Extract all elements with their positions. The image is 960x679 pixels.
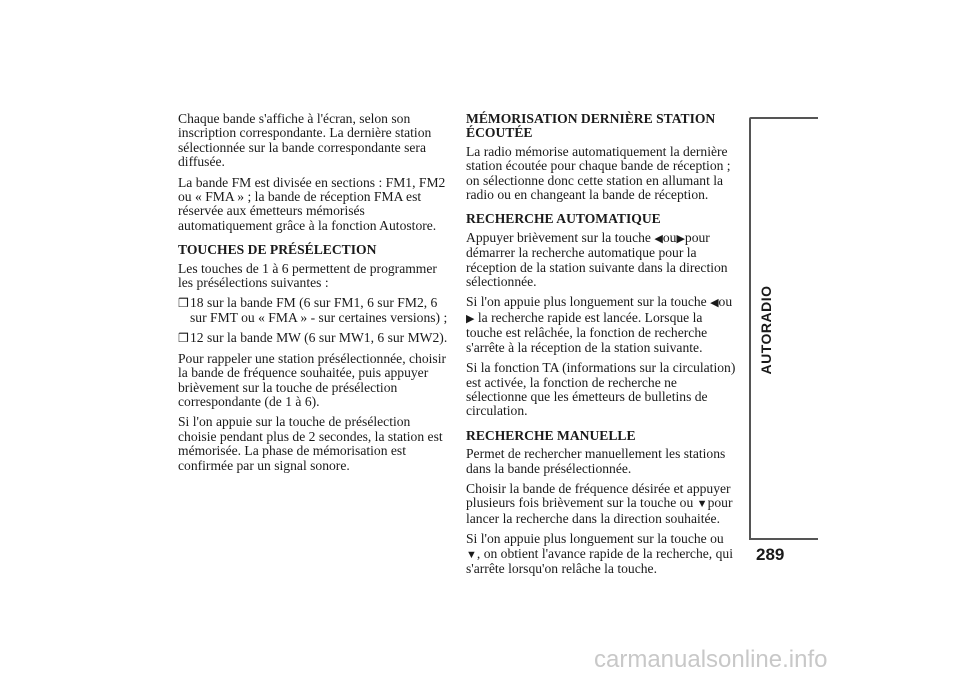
list-item: [178, 331, 450, 345]
text: la recherche rapide est lancée. Lorsque la touche est relâchée, la fonction de recherche s'arrête à la réception de la station suivante.: [466, 309, 708, 355]
page-number: 289: [756, 545, 785, 564]
paragraph: [466, 231, 740, 290]
paragraph: La bande FM est divisée en sections : FM1, FM2 ou « FMA » ; la bande de réception FMA est réservée aux émetteurs mémorisés automatiquement grâce à la fonction Autostore.: [178, 174, 446, 233]
paragraph: Les touches de 1 à 6 permettent de programmer les présélections suivantes :: [178, 260, 437, 291]
section-heading-auto-search: RECHERCHE AUTOMATIQUE: [466, 211, 661, 227]
list-item-text: 12 sur la bande MW (6 sur MW1, 6 sur MW2).: [190, 330, 448, 346]
text: , on obtient l'avance rapide de la recherche, qui s'arrête lorsqu'on relâche la touche.: [466, 545, 733, 576]
arrow-right-icon: ▶: [466, 312, 475, 325]
section-heading-manual-search: RECHERCHE MANUELLE: [466, 427, 636, 443]
section-tab-bottom-rule: [749, 538, 818, 540]
paragraph: [466, 482, 740, 526]
text: Si l'on appuie plus longuement sur la touche ou: [466, 531, 724, 547]
arrow-left-icon: ◀: [654, 232, 663, 245]
arrow-down-icon: ▼: [696, 498, 708, 511]
paragraph: [466, 295, 740, 355]
paragraph: La radio mémorise automatiquement la dernière station écoutée pour chaque bande de réception ; on sélectionne donc cette station en allumant la radio ou en changeant la bande de réception.: [466, 143, 731, 203]
text: ou: [662, 229, 677, 245]
text: pour lancer la recherche dans la direction souhaitée.: [466, 495, 733, 526]
text: ou: [718, 294, 733, 310]
section-tab-rule: [749, 119, 751, 540]
section-tab-label: AUTORADIO: [758, 285, 774, 375]
section-tab-top-rule: [749, 117, 818, 119]
text: Si l'on appuie plus longuement sur la touche: [466, 294, 711, 310]
text: Appuyer brièvement sur la touche: [466, 229, 655, 245]
right-column: [466, 112, 740, 582]
arrow-right-icon: ▶: [676, 232, 685, 245]
text: pour démarrer la recherche automatique pour la réception de la station suivante dans la direction sélectionnée.: [466, 229, 728, 290]
paragraph: Pour rappeler une station présélectionnée, choisir la bande de fréquence souhaitée, puis appuyer brièvement sur la touche de présélection correspondante (de 1 à 6).: [178, 350, 447, 409]
text: Choisir la bande de fréquence désirée et appuyer plusieurs fois brièvement sur la touche ou: [466, 480, 731, 511]
watermark: carmanualsonline.info: [594, 646, 828, 673]
section-heading-last-station: MÉMORISATION DERNIÈRE STATION ÉCOUTÉE: [466, 111, 716, 141]
left-column: [178, 112, 450, 479]
paragraph: Permet de rechercher manuellement les stations dans la bande présélectionnée.: [466, 446, 726, 476]
list-item-text: 18 sur la bande FM (6 sur FM1, 6 sur FM2, 6 sur FMT ou « FMA » - sur certaines versions) ;: [190, 295, 448, 325]
list-item: [178, 296, 450, 325]
paragraph: [466, 532, 740, 576]
paragraph: Chaque bande s'affiche à l'écran, selon son inscription correspondante. La dernière station sélectionnée sur la bande correspondante sera diffusée.: [178, 111, 432, 170]
checkbox-bullet-icon: ❒: [178, 331, 189, 346]
section-heading-presets: TOUCHES DE PRÉSÉLECTION: [178, 242, 377, 258]
arrow-down-icon: ▼: [466, 548, 477, 561]
paragraph: Si la fonction TA (informations sur la circulation) est activée, la fonction de recherche ne sélectionne que les émetteurs de bulletins de circulation.: [466, 360, 736, 419]
arrow-left-icon: ◀: [710, 297, 719, 310]
paragraph: Si l'on appuie sur la touche de présélection choisie pendant plus de 2 secondes, la station est mémorisée. La phase de mémorisation est confirmée par un signal sonore.: [178, 414, 443, 473]
checkbox-bullet-icon: ❒: [178, 296, 189, 311]
